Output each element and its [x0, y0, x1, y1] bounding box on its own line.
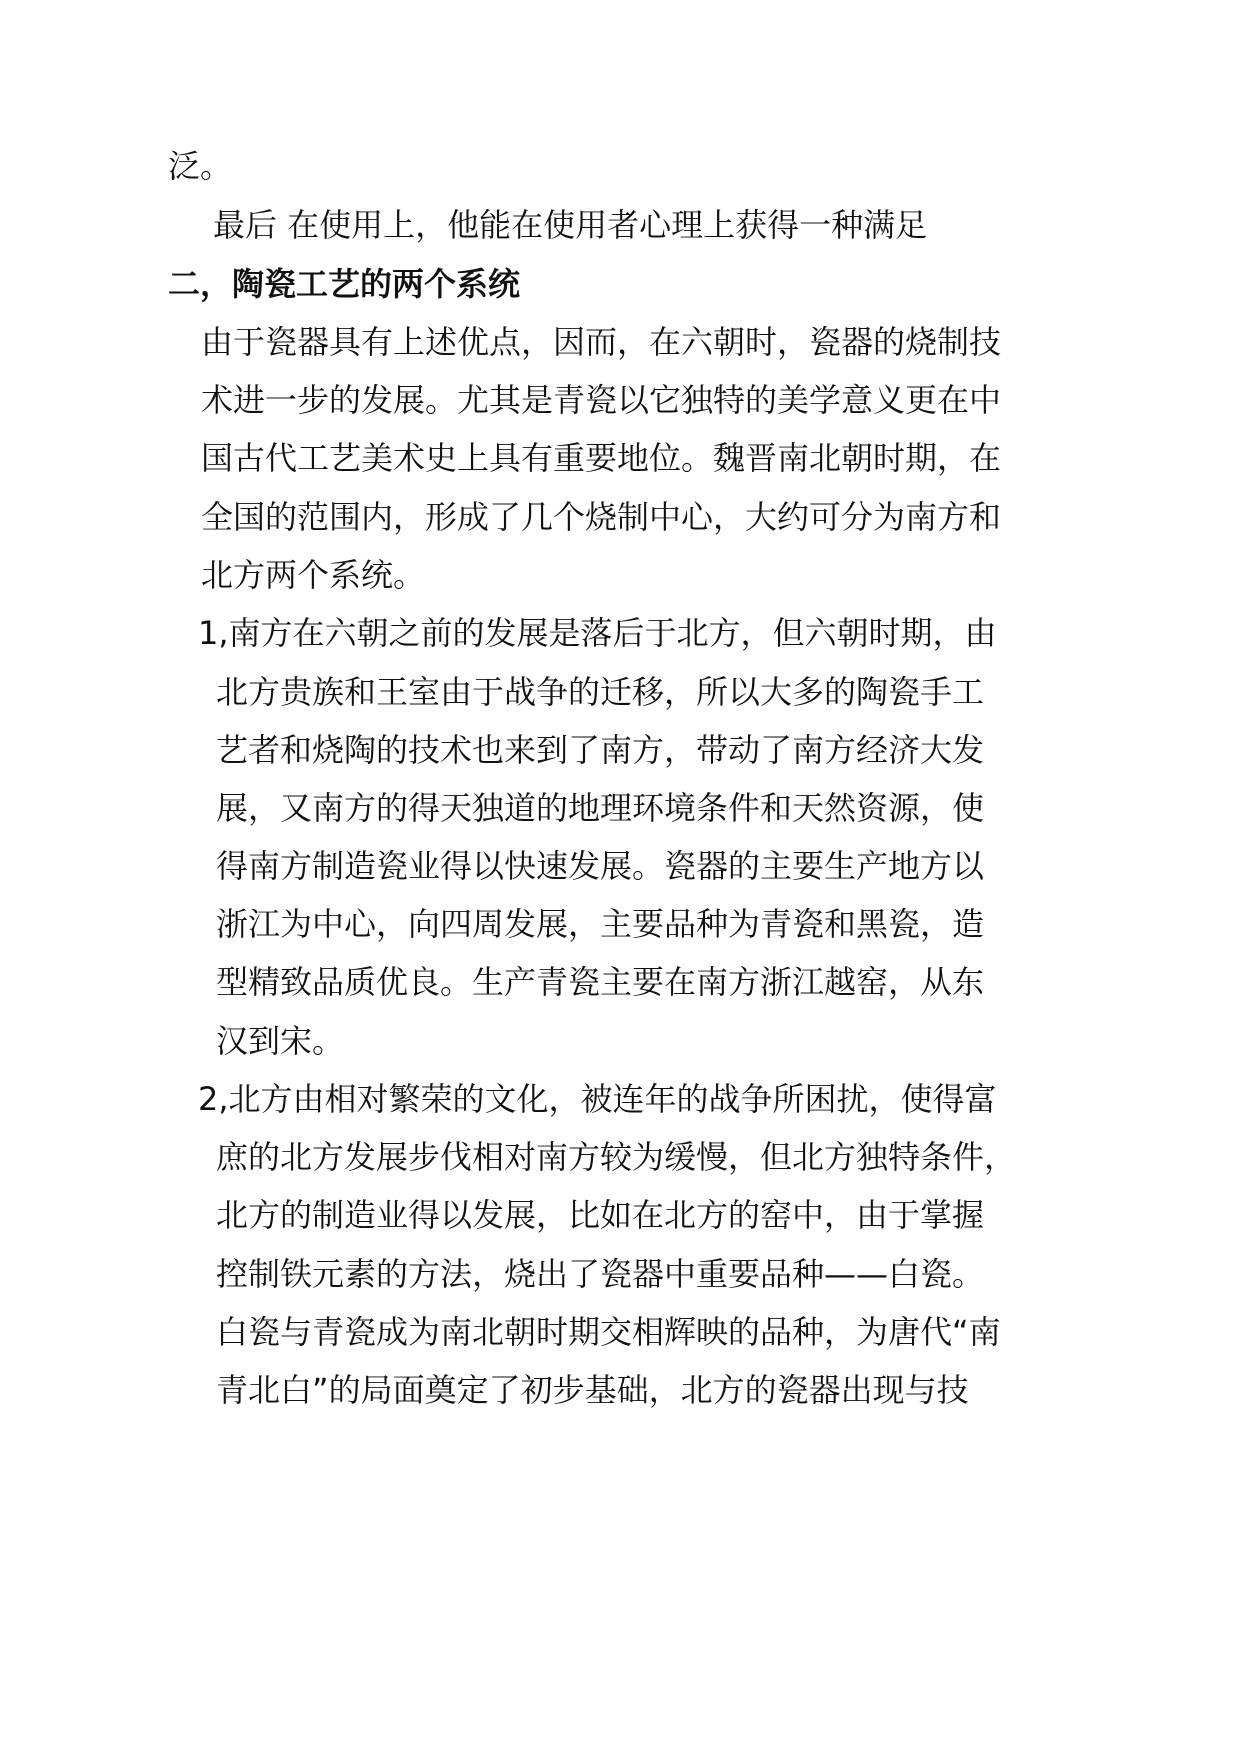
paragraph-line: 1,南方在六朝之前的发展是落后于北方，但六朝时期，由 — [198, 614, 997, 652]
paragraph-line: 术进一步的发展。尤其是青瓷以它独特的美学意义更在中 — [201, 381, 1002, 419]
paragraph-line: 北方贵族和王室由于战争的迁移，所以大多的陶瓷手工 — [216, 673, 985, 711]
paragraph-line: 全国的范围内，形成了几个烧制中心，大约可分为南方和 — [201, 498, 1002, 536]
closing-line: 最后 在使用上，他能在使用者心理上获得一种满足 — [213, 206, 928, 244]
paragraph-line: 青北白”的局面奠定了初步基础，北方的瓷器出现与技 — [216, 1371, 969, 1409]
paragraph-line: 由于瓷器具有上述优点，因而，在六朝时，瓷器的烧制技 — [201, 323, 1002, 361]
paragraph-line: 型精致品质优良。生产青瓷主要在南方浙江越窑，从东 — [216, 963, 985, 1001]
paragraph-line: 国古代工艺美术史上具有重要地位。魏晋南北朝时期，在 — [201, 439, 1002, 477]
paragraph-line: 展，又南方的得天独道的地理环境条件和天然资源，使 — [216, 789, 985, 827]
previous-paragraph-tail: 泛。 — [168, 147, 233, 185]
paragraph-line: 得南方制造瓷业得以快速发展。瓷器的主要生产地方以 — [216, 847, 985, 885]
paragraph-line: 控制铁元素的方法，烧出了瓷器中重要品种——白瓷。 — [216, 1255, 985, 1293]
paragraph-line: 汉到宋。 — [216, 1022, 345, 1060]
paragraph-line: 北方的制造业得以发展，比如在北方的窑中，由于掌握 — [216, 1196, 985, 1234]
paragraph-line: 2,北方由相对繁荣的文化，被连年的战争所困扰，使得富 — [198, 1080, 997, 1118]
paragraph-line: 浙江为中心，向四周发展，主要品种为青瓷和黑瓷，造 — [216, 905, 985, 943]
paragraph-line: 艺者和烧陶的技术也来到了南方，带动了南方经济大发 — [216, 731, 985, 769]
paragraph-line: 北方两个系统。 — [201, 556, 426, 594]
paragraph-line: 白瓷与青瓷成为南北朝时期交相辉映的品种，为唐代“南 — [216, 1313, 1001, 1351]
section-heading: 二，陶瓷工艺的两个系统 — [168, 265, 521, 303]
paragraph-line: 庶的北方发展步伐相对南方较为缓慢，但北方独特条件， — [216, 1138, 1017, 1176]
